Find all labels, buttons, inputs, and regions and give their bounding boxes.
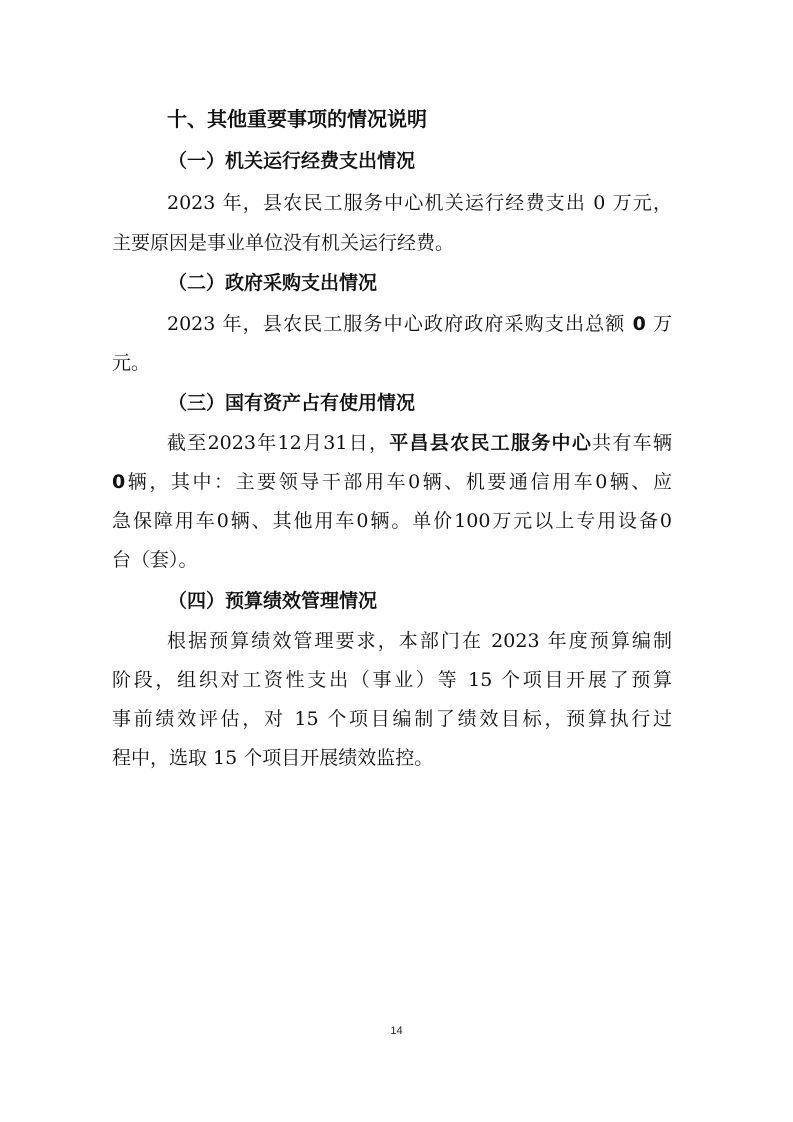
subheading-performance: （四）预算绩效管理情况 [168,590,378,612]
paragraph-line: 阶段，组织对工资性支出（事业）等 15 个项目开展了预算 [112,669,672,691]
paragraph-line: 2023 年，县农民工服务中心机关运行经费支出 0 万元， [167,192,672,214]
subheading-state-assets: （三）国有资产占有使用情况 [168,392,416,414]
section-title: 十、其他重要事项的情况说明 [167,107,427,131]
paragraph-line: 事前绩效评估，对 15 个项目编制了绩效目标，预算执行过 [112,708,672,730]
subheading-procurement: （二）政府采购支出情况 [168,272,378,294]
paragraph-line: 主要原因是事业单位没有机关运行经费。 [112,232,455,254]
subheading-operating-expenses: （一）机关运行经费支出情况 [168,150,416,172]
paragraph-line: 2023 年，县农民工服务中心政府政府采购支出总额 0 万 [167,313,672,335]
paragraph-line: 0辆，其中：主要领导干部用车0辆、机要通信用车0辆、应 [112,471,672,493]
page-number: 14 [390,1025,403,1037]
paragraph-line: 程中，选取 15 个项目开展绩效监控。 [112,747,434,769]
paragraph-line: 根据预算绩效管理要求，本部门在 2023 年度预算编制 [167,630,672,652]
paragraph-line: 截至2023年12月31日，平昌县农民工服务中心共有车辆 [167,432,672,454]
paragraph-line: 台（套）。 [112,549,198,571]
paragraph-line: 急保障用车0辆、其他用车0辆。单价100万元以上专用设备0 [112,510,672,532]
paragraph-line: 元。 [112,352,151,374]
